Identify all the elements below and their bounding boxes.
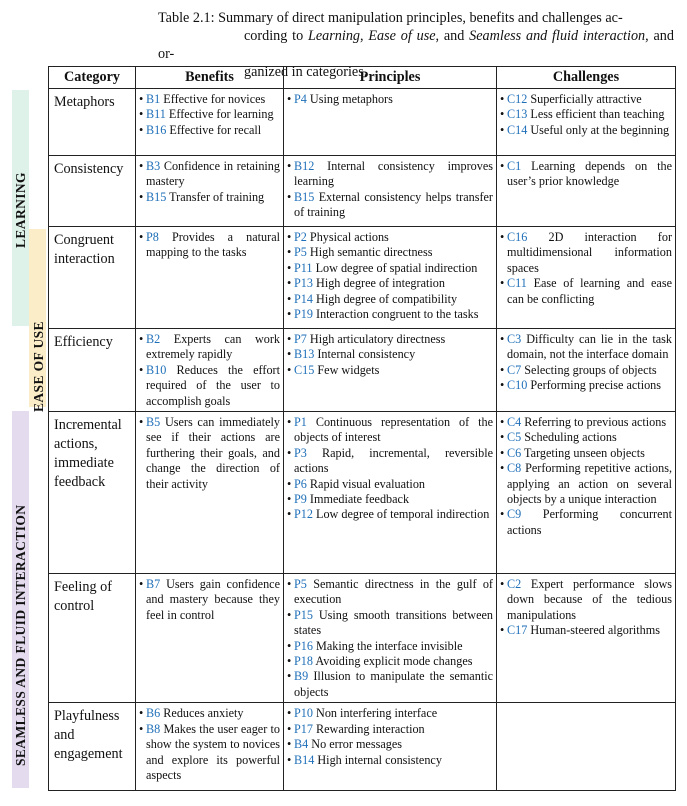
category-cell: Efficiency — [49, 329, 136, 412]
benefit-text: Transfer of training — [166, 189, 265, 204]
challenge-text: Targeting unseen objects — [521, 445, 645, 460]
principle-item — [287, 347, 493, 362]
reference-code[interactable]: P2 — [294, 230, 307, 244]
benefit-text: Effective for learning — [165, 107, 274, 122]
table-row — [49, 89, 676, 156]
reference-code[interactable]: C6 — [507, 445, 522, 460]
principles-cell — [284, 89, 497, 156]
benefit-item — [139, 107, 280, 122]
caption-label: Table 2.1: — [158, 10, 215, 26]
reference-code[interactable]: B7 — [146, 577, 161, 592]
benefit-list — [139, 159, 280, 205]
table-row — [49, 703, 676, 791]
benefit-item — [139, 230, 280, 261]
category-cell: Congruent interaction — [49, 227, 136, 329]
principle-list — [287, 332, 493, 378]
reference-code[interactable]: C10 — [507, 378, 528, 393]
challenge-list — [500, 577, 672, 639]
challenge-item — [500, 123, 672, 138]
header-principles: Principles — [284, 67, 497, 89]
reference-code[interactable]: P1 — [294, 415, 307, 430]
principle-text: Immediate feedback — [306, 492, 410, 507]
principle-item — [287, 722, 493, 737]
challenge-list — [500, 92, 672, 138]
principles-cell — [284, 329, 497, 412]
table-row — [49, 227, 676, 329]
principle-text: High semantic directness — [306, 245, 433, 260]
challenge-item — [500, 363, 672, 378]
challenges-cell — [497, 703, 676, 791]
challenges-cell — [497, 89, 676, 156]
challenge-item — [500, 415, 672, 430]
benefit-list — [139, 415, 280, 492]
reference-code[interactable]: B11 — [146, 107, 166, 122]
challenge-text: Human-steered algorithms — [527, 623, 660, 638]
reference-code[interactable]: C12 — [507, 92, 528, 106]
challenge-text: Selecting groups of objects — [521, 362, 657, 377]
header-challenges: Challenges — [497, 67, 676, 89]
category-cell: Metaphors — [49, 89, 136, 156]
principle-text: Non interfering interface — [312, 706, 438, 721]
benefit-text: Confidence in retaining mastery — [146, 159, 280, 189]
challenge-list — [500, 159, 672, 190]
principle-text: Rapid, incremental, reversible actions — [294, 445, 493, 476]
principle-item — [287, 477, 493, 492]
reference-code[interactable]: P15 — [294, 607, 313, 622]
principles-cell — [284, 703, 497, 791]
header-benefits: Benefits — [136, 67, 284, 89]
challenge-text: Expert performance slows down because of the tedious manipulations — [507, 577, 672, 622]
benefits-cell — [136, 412, 284, 574]
benefit-text: Effective for recall — [166, 122, 262, 137]
principle-item — [287, 276, 493, 291]
principles-cell — [284, 574, 497, 703]
challenge-text: Referring to previous actions — [521, 415, 667, 430]
reference-code[interactable]: C9 — [507, 507, 522, 522]
challenge-item — [500, 332, 672, 363]
benefit-item — [139, 415, 280, 492]
principle-text: High degree of compatibility — [312, 291, 458, 306]
reference-code[interactable]: P8 — [146, 230, 159, 244]
principle-text: Interaction congruent to the tasks — [312, 307, 479, 322]
benefit-item — [139, 706, 280, 721]
reference-code[interactable]: P10 — [294, 706, 313, 721]
reference-code[interactable]: P12 — [294, 507, 313, 522]
principle-text: Using metaphors — [306, 92, 393, 106]
category-cell: Incremental actions, immediate feedback — [49, 412, 136, 574]
principle-item — [287, 159, 493, 190]
challenge-item — [500, 107, 672, 122]
principle-item — [287, 190, 493, 221]
reference-code[interactable]: C15 — [294, 362, 315, 377]
principle-text: Avoiding explicit mode changes — [312, 654, 473, 669]
benefit-item — [139, 577, 280, 623]
principle-item — [287, 245, 493, 260]
principle-item — [287, 608, 493, 639]
reference-code[interactable]: B13 — [294, 347, 315, 362]
reference-code[interactable]: P11 — [294, 260, 313, 275]
principle-item — [287, 446, 493, 477]
reference-code[interactable]: B15 — [294, 189, 315, 204]
benefit-item — [139, 123, 280, 138]
principle-text: High internal consistency — [314, 752, 442, 767]
reference-code[interactable]: B1 — [146, 92, 161, 106]
reference-code[interactable]: C5 — [507, 430, 522, 445]
challenge-item — [500, 446, 672, 461]
challenge-list — [500, 332, 672, 394]
challenge-text: Ease of learning and ease can be conflicting — [507, 276, 672, 306]
principle-item — [287, 415, 493, 446]
reference-code[interactable]: P6 — [294, 476, 307, 491]
principle-item — [287, 363, 493, 378]
table-row — [49, 412, 676, 574]
challenge-text: 2D interaction for multidimensional information spaces — [507, 230, 672, 275]
benefit-text: Users gain confidence and mastery because they feel in control — [146, 577, 280, 622]
benefit-list — [139, 577, 280, 623]
header-row — [49, 67, 676, 89]
principle-item — [287, 706, 493, 721]
challenge-text: Performing repetitive actions, applying an action on several objects by a unique interaction — [507, 461, 672, 507]
challenge-text: Performing concurrent actions — [507, 507, 672, 537]
ease-of-use-label: EASE OF USE — [31, 321, 46, 412]
principle-text: Rewarding interaction — [312, 721, 425, 736]
challenge-item — [500, 577, 672, 623]
reference-code[interactable]: P5 — [294, 577, 307, 592]
category-cell: Feeling of control — [49, 574, 136, 703]
reference-code[interactable]: C4 — [507, 415, 522, 430]
reference-code[interactable]: P13 — [294, 276, 313, 291]
reference-code[interactable]: C3 — [507, 332, 522, 346]
reference-code[interactable]: P7 — [294, 332, 307, 346]
caption-line-3: ganized in categories. — [244, 64, 368, 80]
caption-ease-of-use: Ease of use — [368, 28, 436, 44]
challenge-text: Performing precise actions — [527, 378, 662, 393]
challenges-cell — [497, 156, 676, 227]
principle-item — [287, 737, 493, 752]
principle-text: Illusion to manipulate the semantic objects — [294, 669, 493, 699]
challenge-item — [500, 230, 672, 276]
reference-code[interactable]: B15 — [146, 189, 167, 204]
principle-text: Rapid visual evaluation — [306, 476, 426, 491]
challenge-item — [500, 623, 672, 638]
principle-item — [287, 654, 493, 669]
reference-code[interactable]: B16 — [146, 122, 167, 137]
benefit-text: Reduces anxiety — [160, 706, 244, 721]
reference-code[interactable]: C2 — [507, 577, 522, 592]
reference-code[interactable]: C11 — [507, 276, 527, 291]
reference-code[interactable]: C16 — [507, 230, 528, 244]
benefits-cell — [136, 156, 284, 227]
challenge-text: Useful only at the beginning — [527, 122, 670, 137]
principle-item — [287, 307, 493, 322]
principle-text: External consistency helps transfer of training — [294, 189, 493, 220]
principle-item — [287, 92, 493, 107]
caption-line-2 — [158, 28, 674, 62]
reference-code[interactable]: C8 — [507, 461, 522, 476]
summary-table — [48, 66, 676, 791]
benefits-cell — [136, 89, 284, 156]
reference-code[interactable]: C1 — [507, 159, 522, 173]
challenge-text: Learning depends on the user’s prior knowledge — [507, 159, 672, 189]
principle-text: Physical actions — [306, 230, 389, 244]
benefit-item — [139, 363, 280, 409]
caption-line-1: Summary of direct manipulation principles, benefits and challenges ac- — [218, 10, 623, 26]
reference-code[interactable]: B9 — [294, 669, 309, 684]
principle-text: Low degree of temporal indirection — [312, 507, 490, 522]
benefit-text: Effective for novices — [160, 92, 266, 106]
caption-text: cording to — [244, 28, 308, 44]
benefit-text: Experts can work extremely rapidly — [146, 332, 280, 362]
reference-code[interactable]: B14 — [294, 752, 315, 767]
principle-item — [287, 753, 493, 768]
benefit-item — [139, 190, 280, 205]
seamless-label: SEAMLESS AND FLUID INTERACTION — [13, 504, 28, 766]
reference-code[interactable]: B5 — [146, 415, 161, 430]
caption-text: , and or- — [158, 28, 674, 62]
principle-text: Low degree of spatial indirection — [312, 260, 478, 275]
principle-item — [287, 292, 493, 307]
challenge-item — [500, 92, 672, 107]
benefit-list — [139, 332, 280, 409]
caption-text: , and — [435, 28, 470, 44]
benefit-item — [139, 92, 280, 107]
benefit-list — [139, 230, 280, 261]
principle-item — [287, 507, 493, 522]
principle-list — [287, 415, 493, 523]
benefit-text: Reduces the effort required of the user to accomplish goals — [146, 362, 280, 408]
caption-learning: Learning — [307, 28, 361, 44]
principle-item — [287, 577, 493, 608]
reference-code[interactable]: P19 — [294, 307, 313, 322]
benefit-text: Makes the user eager to show the system to novices and explore its powerful aspects — [146, 721, 280, 782]
reference-code[interactable]: B8 — [146, 721, 161, 736]
reference-code[interactable]: P18 — [294, 654, 313, 669]
challenges-cell — [497, 574, 676, 703]
benefit-list — [139, 706, 280, 783]
challenge-text: Less efficient than teaching — [527, 107, 665, 122]
benefits-cell — [136, 227, 284, 329]
table-row — [49, 156, 676, 227]
principle-item — [287, 261, 493, 276]
reference-code[interactable]: P5 — [294, 245, 307, 260]
reference-code[interactable]: B4 — [294, 737, 309, 752]
reference-code[interactable]: B12 — [294, 159, 315, 173]
principle-item — [287, 492, 493, 507]
principle-list — [287, 230, 493, 322]
reference-code[interactable]: P3 — [294, 445, 307, 460]
challenge-list — [500, 415, 672, 538]
principle-list — [287, 706, 493, 768]
principle-text: Internal consistency improves learning — [294, 159, 493, 189]
benefits-cell — [136, 703, 284, 791]
learning-label: LEARNING — [13, 172, 28, 248]
principle-text: Semantic directness in the gulf of execution — [294, 577, 493, 607]
challenges-cell — [497, 329, 676, 412]
principles-cell — [284, 412, 497, 574]
category-cell: Consistency — [49, 156, 136, 227]
challenge-item — [500, 507, 672, 538]
reference-code[interactable]: P14 — [294, 291, 313, 306]
benefit-item — [139, 159, 280, 190]
principle-item — [287, 332, 493, 347]
challenge-item — [500, 461, 672, 507]
challenge-item — [500, 159, 672, 190]
challenge-text: Difficulty can lie in the task domain, not the interface domain — [507, 332, 672, 362]
principle-item — [287, 230, 493, 245]
challenge-item — [500, 430, 672, 445]
principle-text: High degree of integration — [312, 276, 445, 291]
principle-text: Internal consistency — [314, 347, 416, 362]
principle-text: High articulatory directness — [306, 332, 446, 346]
principles-cell — [284, 227, 497, 329]
principle-list — [287, 159, 493, 221]
benefit-item — [139, 722, 280, 784]
reference-code[interactable]: B10 — [146, 362, 167, 377]
principle-text: Continuous representation of the objects of interest — [294, 415, 493, 445]
challenge-item — [500, 276, 672, 307]
principle-text: Using smooth transitions between states — [294, 607, 493, 638]
challenge-text: Scheduling actions — [521, 430, 617, 445]
principle-list — [287, 92, 493, 107]
benefit-item — [139, 332, 280, 363]
principle-text: Making the interface invisible — [312, 638, 463, 653]
reference-code[interactable]: B3 — [146, 159, 161, 173]
principles-cell — [284, 156, 497, 227]
principle-text: Few widgets — [314, 362, 380, 377]
reference-code[interactable]: P17 — [294, 721, 313, 736]
reference-code[interactable]: P4 — [294, 92, 307, 106]
reference-code[interactable]: P9 — [294, 492, 307, 507]
benefits-cell — [136, 574, 284, 703]
category-cell: Playfulness and engagement — [49, 703, 136, 791]
challenge-item — [500, 378, 672, 393]
principle-item — [287, 669, 493, 700]
reference-code[interactable]: B6 — [146, 706, 161, 721]
challenge-text: Superficially attractive — [527, 92, 642, 106]
reference-code[interactable]: P16 — [294, 638, 313, 653]
reference-code[interactable]: C13 — [507, 107, 528, 122]
table-row — [49, 329, 676, 412]
principle-list — [287, 577, 493, 700]
table-row — [49, 574, 676, 703]
benefit-text: Provides a natural mapping to the tasks — [146, 230, 280, 260]
benefit-text: Users can immediately see if their actions are furthering their goals, and change the direction of their activity — [146, 415, 280, 491]
caption-text: , — [360, 28, 369, 44]
challenges-cell — [497, 412, 676, 574]
benefit-list — [139, 92, 280, 138]
reference-code[interactable]: C7 — [507, 362, 522, 377]
reference-code[interactable]: C17 — [507, 623, 528, 638]
principle-item — [287, 639, 493, 654]
challenges-cell — [497, 227, 676, 329]
header-category: Category — [49, 67, 136, 89]
benefits-cell — [136, 329, 284, 412]
reference-code[interactable]: B2 — [146, 332, 161, 346]
reference-code[interactable]: C14 — [507, 122, 528, 137]
challenge-list — [500, 230, 672, 307]
principle-text: No error messages — [308, 737, 402, 752]
caption-seamless: Seamless and fluid interaction — [469, 28, 646, 44]
